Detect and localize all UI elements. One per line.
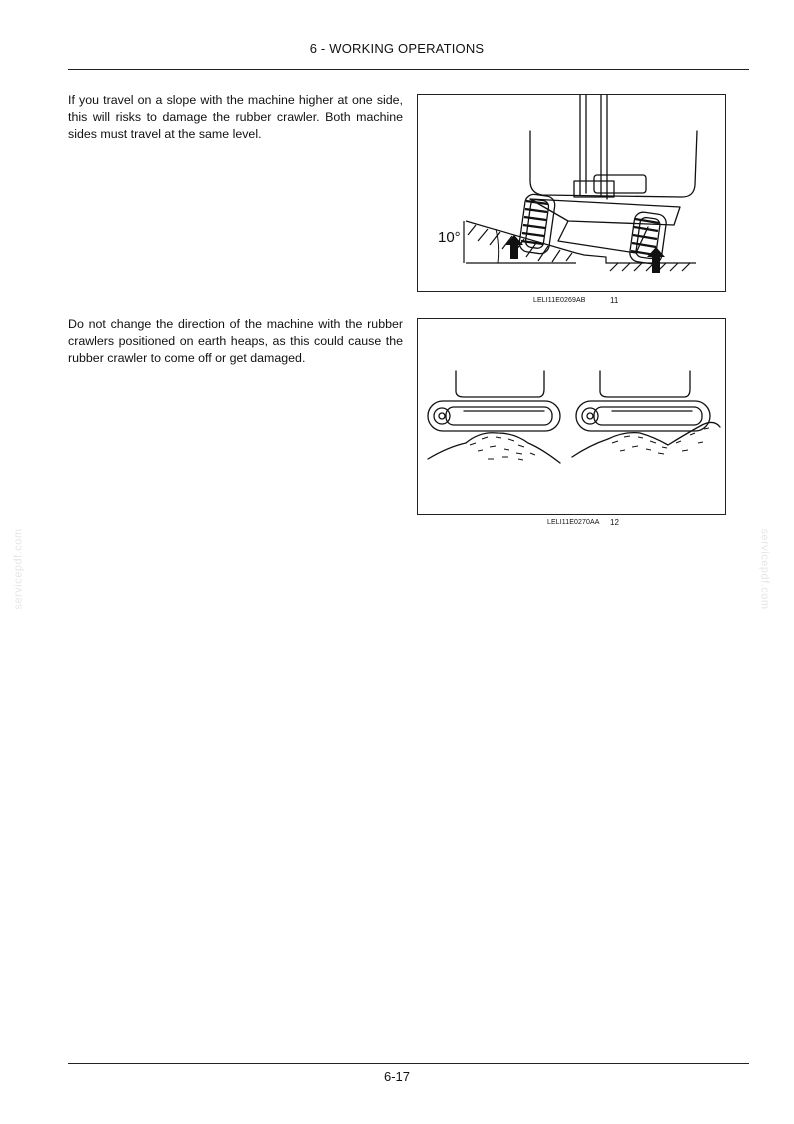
figure-earth-heaps [417, 318, 726, 515]
earth-heap-warning-paragraph: Do not change the direction of the machine with the rubber crawlers positioned on earth heaps, as this could cause the rubber crawler to come off or get damaged. [68, 317, 403, 365]
figure-number-label: 12 [610, 518, 619, 527]
slope-angle-label: 10° [438, 229, 461, 246]
figure-code-label: LELI11E0269AB [533, 297, 586, 304]
figure-code-label: LELI11E0270AA [547, 519, 600, 526]
slope-warning-paragraph: If you travel on a slope with the machine higher at one side, this will risks to damage the rubber crawler. Both machine sides must travel at the same level. [68, 93, 403, 141]
page-number: 6-17 [383, 1069, 411, 1084]
page-header-title: 6 - WORKING OPERATIONS [309, 41, 485, 56]
slope-illustration [418, 95, 725, 291]
earth-heap-illustration [418, 319, 725, 514]
header-rule [68, 69, 749, 70]
figure-number-label: 11 [610, 296, 619, 305]
footer-rule [68, 1063, 749, 1064]
watermark-left: servicepdf.com [12, 528, 25, 610]
figure-slope-travel [417, 94, 726, 292]
watermark-right: servicepdf.com [758, 528, 771, 610]
